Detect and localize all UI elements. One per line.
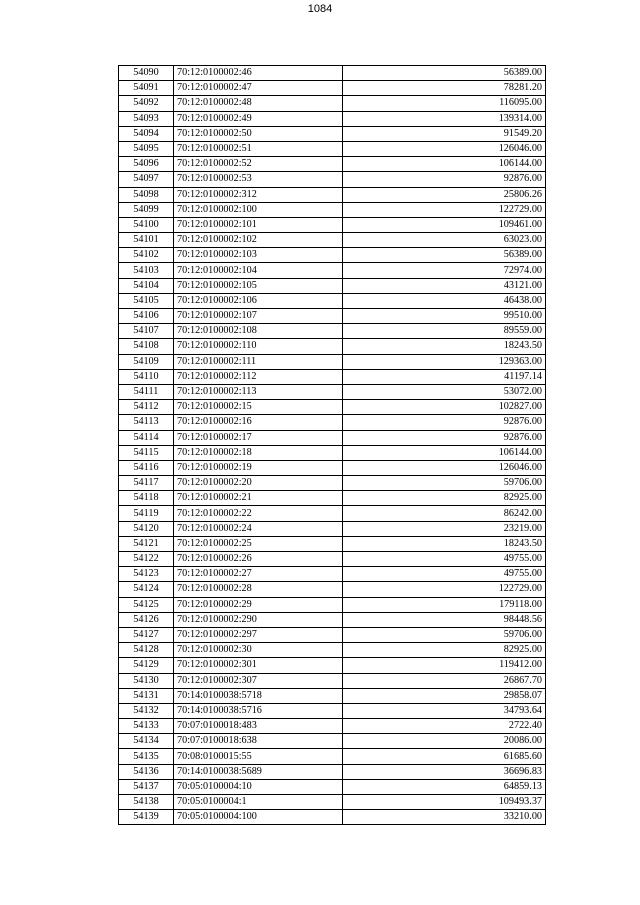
cadastral-value: 61685.60 [343,749,546,764]
table-row [119,612,546,627]
row-number: 54109 [119,354,174,369]
cadastral-value: 29858.07 [343,688,546,703]
cadastral-number: 70:12:0100002:25 [174,536,343,551]
row-number: 54091 [119,81,174,96]
cadastral-number: 70:12:0100002:26 [174,552,343,567]
cadastral-number: 70:12:0100002:105 [174,278,343,293]
page-number: 1084 [307,3,333,15]
row-number: 54131 [119,688,174,703]
row-number: 54118 [119,491,174,506]
cadastral-number: 70:12:0100002:28 [174,582,343,597]
cadastral-number: 70:12:0100002:20 [174,476,343,491]
cadastral-value: 82925.00 [343,491,546,506]
cadastral-value: 46438.00 [343,293,546,308]
row-number: 54094 [119,126,174,141]
table-row [119,567,546,582]
table-row [119,552,546,567]
cadastral-number: 70:12:0100002:111 [174,354,343,369]
cadastral-value: 34793.64 [343,703,546,718]
table-row [119,521,546,536]
cadastral-value: 56389.00 [343,248,546,263]
table-row [119,658,546,673]
table-row [119,81,546,96]
cadastral-value: 49755.00 [343,552,546,567]
cadastral-value: 82925.00 [343,643,546,658]
row-number: 54113 [119,415,174,430]
cadastral-number: 70:12:0100002:102 [174,233,343,248]
row-number: 54108 [119,339,174,354]
cadastral-value: 41197.14 [343,369,546,384]
cadastral-number: 70:12:0100002:112 [174,369,343,384]
table-row [119,460,546,475]
row-number: 54133 [119,719,174,734]
table-row [119,324,546,339]
row-number: 54120 [119,521,174,536]
cadastral-value: 89559.00 [343,324,546,339]
table-row [119,445,546,460]
table-row [119,126,546,141]
cadastral-number: 70:12:0100002:50 [174,126,343,141]
cadastral-number: 70:12:0100002:51 [174,141,343,156]
table-row [119,582,546,597]
cadastral-value: 63023.00 [343,233,546,248]
cadastral-value: 92876.00 [343,430,546,445]
cadastral-number: 70:12:0100002:106 [174,293,343,308]
table-row [119,384,546,399]
cadastral-value: 116095.00 [343,96,546,111]
cadastral-number: 70:12:0100002:15 [174,400,343,415]
cadastral-value: 49755.00 [343,567,546,582]
row-number: 54104 [119,278,174,293]
cadastral-number: 70:12:0100002:48 [174,96,343,111]
table-row [119,172,546,187]
cadastral-value: 26867.70 [343,673,546,688]
table-row [119,263,546,278]
row-number: 54126 [119,612,174,627]
table-row [119,491,546,506]
cadastral-number: 70:14:0100038:5718 [174,688,343,703]
table-row [119,293,546,308]
table-row [119,795,546,810]
table-row [119,476,546,491]
table-row [119,202,546,217]
table-row [119,688,546,703]
cadastral-number: 70:12:0100002:297 [174,627,343,642]
row-number: 54101 [119,233,174,248]
registry-table [118,65,546,825]
cadastral-value: 126046.00 [343,141,546,156]
cadastral-number: 70:12:0100002:107 [174,309,343,324]
cadastral-number: 70:12:0100002:19 [174,460,343,475]
row-number: 54099 [119,202,174,217]
cadastral-number: 70:12:0100002:307 [174,673,343,688]
row-number: 54111 [119,384,174,399]
cadastral-value: 20086.00 [343,734,546,749]
table-row [119,643,546,658]
cadastral-number: 70:12:0100002:30 [174,643,343,658]
cadastral-value: 106144.00 [343,445,546,460]
row-number: 54138 [119,795,174,810]
row-number: 54093 [119,111,174,126]
table-row [119,141,546,156]
cadastral-value: 36696.83 [343,764,546,779]
cadastral-value: 139314.00 [343,111,546,126]
row-number: 54096 [119,157,174,172]
cadastral-value: 119412.00 [343,658,546,673]
cadastral-number: 70:05:0100004:100 [174,810,343,825]
row-number: 54124 [119,582,174,597]
cadastral-number: 70:12:0100002:104 [174,263,343,278]
cadastral-value: 23219.00 [343,521,546,536]
row-number: 54105 [119,293,174,308]
cadastral-number: 70:12:0100002:46 [174,66,343,81]
cadastral-number: 70:14:0100038:5716 [174,703,343,718]
table-row [119,111,546,126]
row-number: 54129 [119,658,174,673]
cadastral-number: 70:12:0100002:21 [174,491,343,506]
row-number: 54135 [119,749,174,764]
cadastral-value: 91549.20 [343,126,546,141]
table-row [119,703,546,718]
row-number: 54119 [119,506,174,521]
cadastral-number: 70:12:0100002:301 [174,658,343,673]
table-row [119,339,546,354]
row-number: 54106 [119,309,174,324]
cadastral-value: 25806.26 [343,187,546,202]
row-number: 54137 [119,779,174,794]
cadastral-value: 109461.00 [343,217,546,232]
cadastral-value: 43121.00 [343,278,546,293]
cadastral-number: 70:12:0100002:52 [174,157,343,172]
cadastral-number: 70:05:0100004:10 [174,779,343,794]
row-number: 54130 [119,673,174,688]
row-number: 54107 [119,324,174,339]
registry-table-body [119,66,546,825]
table-row [119,597,546,612]
table-row [119,354,546,369]
row-number: 54098 [119,187,174,202]
cadastral-value: 102827.00 [343,400,546,415]
cadastral-number: 70:08:0100015:55 [174,749,343,764]
cadastral-number: 70:12:0100002:103 [174,248,343,263]
row-number: 54127 [119,627,174,642]
table-row [119,673,546,688]
table-row [119,719,546,734]
cadastral-value: 122729.00 [343,582,546,597]
cadastral-value: 122729.00 [343,202,546,217]
cadastral-number: 70:12:0100002:47 [174,81,343,96]
row-number: 54125 [119,597,174,612]
cadastral-number: 70:12:0100002:27 [174,567,343,582]
cadastral-number: 70:12:0100002:49 [174,111,343,126]
row-number: 54123 [119,567,174,582]
row-number: 54134 [119,734,174,749]
cadastral-number: 70:12:0100002:113 [174,384,343,399]
row-number: 54139 [119,810,174,825]
row-number: 54128 [119,643,174,658]
row-number: 54115 [119,445,174,460]
table-row [119,187,546,202]
cadastral-number: 70:12:0100002:18 [174,445,343,460]
table-row [119,157,546,172]
cadastral-value: 106144.00 [343,157,546,172]
cadastral-number: 70:12:0100002:110 [174,339,343,354]
table-row [119,248,546,263]
cadastral-value: 72974.00 [343,263,546,278]
row-number: 54095 [119,141,174,156]
row-number: 54114 [119,430,174,445]
cadastral-number: 70:12:0100002:100 [174,202,343,217]
cadastral-number: 70:07:0100018:483 [174,719,343,734]
cadastral-number: 70:12:0100002:22 [174,506,343,521]
table-row [119,810,546,825]
table-row [119,278,546,293]
row-number: 54116 [119,460,174,475]
cadastral-number: 70:12:0100002:108 [174,324,343,339]
row-number: 54090 [119,66,174,81]
table-row [119,233,546,248]
row-number: 54132 [119,703,174,718]
table-row [119,627,546,642]
row-number: 54092 [119,96,174,111]
cadastral-value: 99510.00 [343,309,546,324]
row-number: 54112 [119,400,174,415]
cadastral-number: 70:05:0100004:1 [174,795,343,810]
row-number: 54122 [119,552,174,567]
cadastral-number: 70:12:0100002:16 [174,415,343,430]
table-row [119,779,546,794]
cadastral-value: 179118.00 [343,597,546,612]
table-row [119,749,546,764]
cadastral-value: 109493.37 [343,795,546,810]
cadastral-number: 70:07:0100018:638 [174,734,343,749]
row-number: 54100 [119,217,174,232]
cadastral-value: 92876.00 [343,172,546,187]
table-row [119,309,546,324]
cadastral-number: 70:12:0100002:312 [174,187,343,202]
cadastral-value: 129363.00 [343,354,546,369]
cadastral-value: 86242.00 [343,506,546,521]
cadastral-value: 18243.50 [343,339,546,354]
row-number: 54136 [119,764,174,779]
table-row [119,734,546,749]
cadastral-number: 70:14:0100038:5689 [174,764,343,779]
table-row [119,536,546,551]
cadastral-number: 70:12:0100002:290 [174,612,343,627]
cadastral-value: 126046.00 [343,460,546,475]
table-row [119,400,546,415]
cadastral-value: 53072.00 [343,384,546,399]
row-number: 54103 [119,263,174,278]
table-row [119,506,546,521]
table-row [119,217,546,232]
row-number: 54117 [119,476,174,491]
cadastral-number: 70:12:0100002:17 [174,430,343,445]
cadastral-value: 2722.40 [343,719,546,734]
cadastral-value: 59706.00 [343,476,546,491]
cadastral-number: 70:12:0100002:53 [174,172,343,187]
row-number: 54121 [119,536,174,551]
cadastral-number: 70:12:0100002:24 [174,521,343,536]
cadastral-value: 18243.50 [343,536,546,551]
table-row [119,66,546,81]
cadastral-value: 59706.00 [343,627,546,642]
table-row [119,369,546,384]
cadastral-number: 70:12:0100002:101 [174,217,343,232]
cadastral-number: 70:12:0100002:29 [174,597,343,612]
table-row [119,96,546,111]
table-row [119,764,546,779]
cadastral-value: 64859.13 [343,779,546,794]
cadastral-value: 78281.20 [343,81,546,96]
cadastral-value: 33210.00 [343,810,546,825]
row-number: 54102 [119,248,174,263]
row-number: 54110 [119,369,174,384]
table-row [119,415,546,430]
cadastral-value: 92876.00 [343,415,546,430]
cadastral-value: 98448.56 [343,612,546,627]
cadastral-value: 56389.00 [343,66,546,81]
row-number: 54097 [119,172,174,187]
table-row [119,430,546,445]
